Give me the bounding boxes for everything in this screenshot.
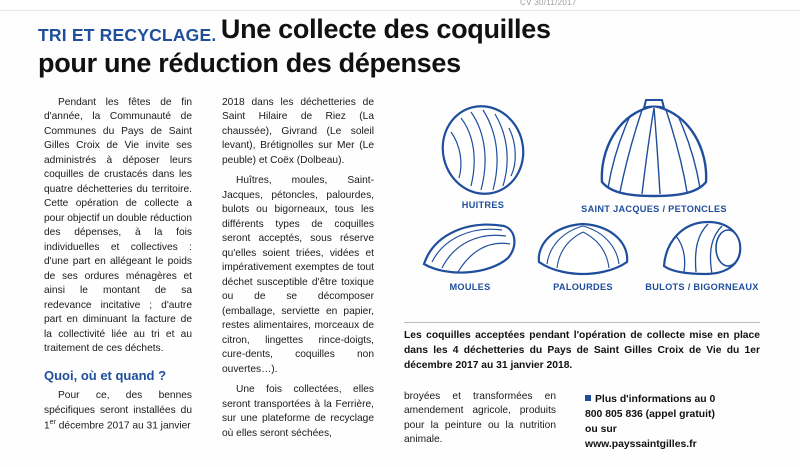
column1-subheading: Quoi, où et quand ? [44,367,167,383]
contact-line-3: ou sur [585,424,617,436]
mussel-icon [418,218,522,280]
scan-top-edge [0,0,800,11]
column2-paragraph-1: 2018 dans les déchetteries de Saint Hilaire de Riez (La chaussée), Givrand (Le soleil levant), Brétignolles sur Mer (Le peuble) et Coëx (Dolbeau). [222,97,374,166]
column1-paragraph-2-a: Pour ce, des bennes spécifiques seront installées du 1 [44,390,192,432]
square-bullet-icon [585,395,591,401]
column1-paragraph-1: Pendant les fêtes de fin d'année, la Communauté de Communes du Pays de Saint Gilles Croix de Vie invite ses administrés à déposer leurs coquilles de crustacés dans les quatre déchetteries du territoire. Cette opération de collecte a pour objectif un double réduction des dépenses, à la fois individuelles et collectives : d'une part en allégeant le poids de ses ordures ménagères et ainsi le montant de sa redevance incitative ; d'autre part en diminuant la facture de la collectivité liée au tri et au traitement de ces déchets. [44,97,192,355]
column1-ordinal-suffix: er [49,419,56,427]
shell-item-mussel [414,218,526,292]
contact-line-1: Plus d'informations au 0 [595,394,716,405]
scallop-icon [592,98,716,202]
headline-block [38,14,758,80]
oyster-icon [423,102,543,198]
shell-label-scallop: SAINT JACQUES / PETONCLES [581,204,727,214]
contact-line-2: 800 805 836 (appel gratuit) [585,409,715,421]
column3-paragraph-1: broyées et transformées en amendement agricole, produits pour la peinture ou la nutrition animale. [404,391,556,446]
headline-line-2: pour une réduction des dépenses [38,47,461,78]
headline-kicker: TRI ET RECYCLAGE. [38,24,217,45]
headline-line-1: Une collecte des coquilles [220,14,551,44]
article-column-2 [222,96,374,447]
illustration-caption: Les coquilles acceptées pendant l'opération de collecte mise en place dans les 4 déchetteries du Pays de Saint Gilles Croix de Vie du 1er décembre 2017 au 31 janvier 2018. [404,322,760,374]
shell-label-clam: PALOURDES [553,282,613,292]
contact-info-block [585,392,765,452]
shell-item-scallop [554,98,754,214]
shell-label-mussel: MOULES [449,282,491,292]
shell-label-oyster: HUITRES [461,200,505,210]
article-column-1 [44,96,192,440]
shell-item-whelk [640,214,764,292]
shell-illustration-panel [404,96,764,311]
column1-paragraph-2 [44,389,192,434]
column2-paragraph-3: Une fois collectées, elles seront transportées à la Ferrière, sur une plateforme de recyclage où elles seront séchées, [222,384,374,439]
contact-website[interactable]: www.payssaintgilles.fr [585,439,697,451]
edition-code: CV 30/11/2017 [520,0,577,7]
article-column-3 [404,390,556,454]
clam-icon [533,218,633,280]
shell-item-clam [528,218,638,292]
column2-paragraph-2: Huîtres, moules, Saint-Jacques, pétoncles, palourdes, bulots ou bigorneaux, tous les différents types de coquilles seront acceptés, sous réserve qu'elles soient triées, vidées et impérativement exemptes de tout déchet susceptible d'être toxique ou de se décomposer (emballage, serviette en papier, restes alimentaires, morceaux de citron, lingettes rince-doigts, cure-dents, coquilles non ouvertes…). [222,175,374,375]
shell-item-oyster [418,102,548,210]
shell-label-whelk: BULOTS / BIGORNEAUX [645,282,759,292]
column1-paragraph-2-b: décembre 2017 au 31 janvier [55,420,191,432]
whelk-icon [654,214,750,280]
